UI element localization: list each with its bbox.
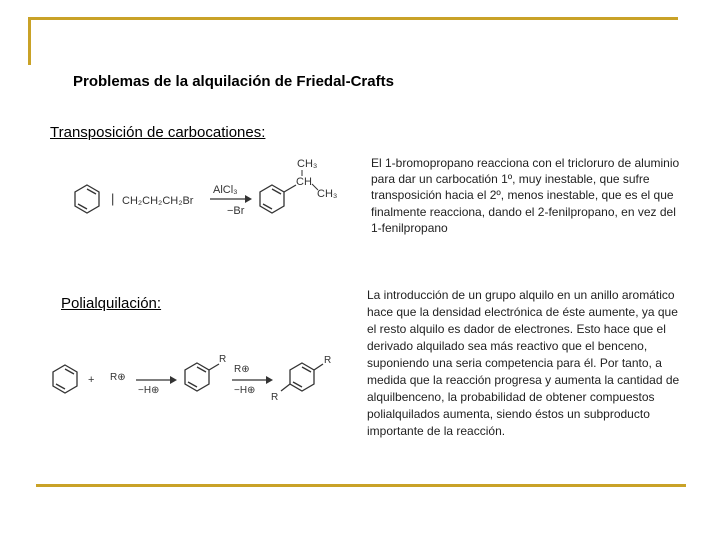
benzene-ring-reactant — [75, 185, 99, 213]
loss-label-2: −H⊕ — [234, 385, 256, 396]
benzene-ring-product — [260, 185, 296, 213]
section-heading-transposition: Transposición de carbocationes: — [50, 124, 266, 141]
r-substituent-top: R — [324, 355, 332, 366]
plus-sign: | — [111, 191, 115, 206]
catalyst-label: AlCl₃ — [213, 184, 238, 196]
slide-title: Problemas de la alquilación de Friedal-Crafts — [73, 73, 394, 90]
benzene-ring-alkyl — [185, 363, 219, 391]
r-substituent-bottom: R — [271, 392, 279, 403]
product-ch: CH — [296, 176, 312, 188]
transposition-reaction-scheme — [60, 150, 360, 230]
r-substituent: R — [219, 354, 227, 365]
section-heading-polyalkylation: Polialquilación: — [61, 295, 162, 312]
arrow-head — [245, 195, 252, 203]
loss-label: −H⊕ — [138, 385, 160, 396]
byproduct-label: −Br — [227, 205, 245, 217]
plus-sign-2: + — [88, 374, 95, 386]
benzene-ring-start — [53, 365, 77, 393]
arrow-head-1 — [170, 376, 177, 384]
polyalkylation-reaction-scheme — [40, 350, 340, 410]
transposition-description: El 1-bromopropano reacciona con el tricloruro de aluminio para dar un carbocatión 1º, muy inestable, que sufre transposición hacia el 2º, menos inestable, que es el que finalmente reacciona, dando el 2-fenilpropano, en vez del 1-fenilpropano — [371, 156, 680, 235]
product-ch3-right: CH₃ — [317, 188, 338, 200]
polyalkylation-description: La introducción de un grupo alquilo en un anillo aromático hace que la densidad electrónica de éste aumente, ya que el resto alquilo es dador de electrones. Esto hace que el derivado alquilado sea más reactivo que el benceno, suponiendo una seria competencia para él. Por tanto, a medida que la reacción progresa y aumenta la cantidad de alquilbenceno, la probabilidad de obtener compuestos polialquilados aumenta, siendo éstos un subproducto importante de la reacción. — [367, 288, 680, 438]
top-decorative-bar — [28, 17, 678, 20]
arrow-head-2 — [266, 376, 273, 384]
reagent-bromopropane: CH₂CH₂CH₂Br — [122, 195, 194, 207]
benzene-ring-polyalkyl — [281, 363, 323, 391]
left-decorative-bar — [28, 17, 31, 65]
r-plus-label: R⊕ — [234, 364, 250, 375]
electrophile-label: R⊕ — [110, 372, 126, 383]
product-ch3-top: CH₃ — [297, 158, 318, 170]
bottom-decorative-bar — [36, 484, 686, 487]
